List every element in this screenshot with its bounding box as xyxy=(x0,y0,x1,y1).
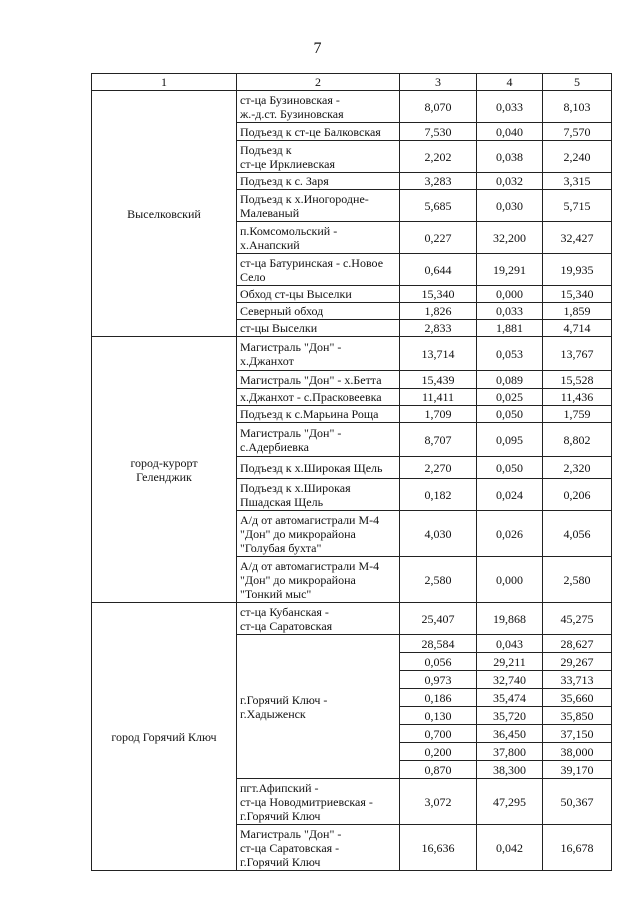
length-added: 0,050 xyxy=(477,457,543,479)
description-line: Магистраль "Дон" - х.Бетта xyxy=(240,372,382,387)
description-line: ст-це Ирклиевская xyxy=(240,156,335,171)
length-added: 0,040 xyxy=(477,123,543,141)
length-start: 15,439 xyxy=(400,371,477,389)
length-total: 37,150 xyxy=(543,725,612,743)
length-start: 8,070 xyxy=(400,91,477,123)
road-description xyxy=(237,141,400,173)
length-added: 0,038 xyxy=(477,141,543,173)
length-added: 32,200 xyxy=(477,222,543,254)
length-total: 13,767 xyxy=(543,337,612,371)
length-total: 19,935 xyxy=(543,254,612,286)
length-total: 2,240 xyxy=(543,141,612,173)
length-added: 0,043 xyxy=(477,635,543,653)
table-row xyxy=(92,337,612,371)
page-number: 7 xyxy=(313,40,322,57)
description-line: Подъезд к с. Заря xyxy=(240,174,329,188)
length-total: 1,759 xyxy=(543,406,612,423)
length-start: 25,407 xyxy=(400,603,477,635)
length-added: 0,033 xyxy=(477,91,543,123)
length-total: 7,570 xyxy=(543,123,612,141)
road-description xyxy=(237,511,400,557)
length-start: 0,227 xyxy=(400,222,477,254)
description-line: Пшадская Щель xyxy=(240,494,324,509)
length-added: 0,000 xyxy=(477,557,543,603)
length-total: 8,802 xyxy=(543,423,612,457)
road-description xyxy=(237,320,400,337)
header-cell: 3 xyxy=(400,74,477,91)
length-added: 0,032 xyxy=(477,173,543,190)
description-line: "Голубая бухта" xyxy=(240,540,322,555)
length-added: 0,024 xyxy=(477,479,543,511)
length-total: 11,436 xyxy=(543,389,612,406)
length-total: 50,367 xyxy=(543,779,612,825)
description-line: Село xyxy=(240,269,266,284)
length-added: 0,030 xyxy=(477,190,543,222)
description-line: Северный обход xyxy=(240,304,324,318)
length-total: 3,315 xyxy=(543,173,612,190)
length-total: 35,660 xyxy=(543,689,612,707)
description-line: г.Горячий Ключ xyxy=(240,854,321,869)
description-line: Подъезд к с.Марьина Роща xyxy=(240,407,379,421)
length-start: 0,182 xyxy=(400,479,477,511)
header-cell: 1 xyxy=(92,74,237,91)
length-added: 0,033 xyxy=(477,303,543,320)
length-start: 16,636 xyxy=(400,825,477,871)
length-added: 35,474 xyxy=(477,689,543,707)
description-line: Подъезд к xyxy=(240,142,292,157)
length-added: 47,295 xyxy=(477,779,543,825)
description-line: А/д от автомагистрали М-4 xyxy=(240,512,380,527)
district-name: город-курорт Геленджик xyxy=(92,337,237,603)
length-total: 2,580 xyxy=(543,557,612,603)
roads-table xyxy=(91,73,612,871)
header-row xyxy=(92,74,612,91)
table-row xyxy=(92,91,612,123)
length-added: 19,291 xyxy=(477,254,543,286)
table-row xyxy=(92,603,612,635)
description-line: ж.-д.ст. Бузиновская xyxy=(240,106,344,121)
description-line: х.Анапский xyxy=(240,237,300,252)
length-total: 4,056 xyxy=(543,511,612,557)
road-description xyxy=(237,779,400,825)
length-total: 15,340 xyxy=(543,286,612,303)
length-start: 15,340 xyxy=(400,286,477,303)
length-start: 2,580 xyxy=(400,557,477,603)
length-start: 11,411 xyxy=(400,389,477,406)
length-total: 32,427 xyxy=(543,222,612,254)
length-start: 3,283 xyxy=(400,173,477,190)
length-start: 1,709 xyxy=(400,406,477,423)
road-description xyxy=(237,557,400,603)
road-description xyxy=(237,406,400,423)
length-added: 0,053 xyxy=(477,337,543,371)
description-line: Подъезд к ст-це Балковская xyxy=(240,124,381,139)
road-description xyxy=(237,479,400,511)
description-line: ст-ца Бузиновская - xyxy=(240,92,340,107)
road-description xyxy=(237,91,400,123)
length-start: 28,584 xyxy=(400,635,477,653)
length-start: 1,826 xyxy=(400,303,477,320)
length-start: 0,130 xyxy=(400,707,477,725)
length-start: 8,707 xyxy=(400,423,477,457)
description-line: Обход ст-цы Выселки xyxy=(240,287,352,301)
road-description xyxy=(237,173,400,190)
length-start: 0,644 xyxy=(400,254,477,286)
description-line: Малеваный xyxy=(240,205,300,220)
length-start: 3,072 xyxy=(400,779,477,825)
description-line: х.Джанхот - с.Прасковеевка xyxy=(240,390,382,404)
length-start: 7,530 xyxy=(400,123,477,141)
road-description xyxy=(237,457,400,479)
road-description xyxy=(237,303,400,320)
length-added: 0,026 xyxy=(477,511,543,557)
length-total: 39,170 xyxy=(543,761,612,779)
length-added: 0,089 xyxy=(477,371,543,389)
length-added: 29,211 xyxy=(477,653,543,671)
length-added: 0,000 xyxy=(477,286,543,303)
length-added: 32,740 xyxy=(477,671,543,689)
description-line: Магистраль "Дон" - xyxy=(240,826,342,841)
length-start: 0,056 xyxy=(400,653,477,671)
length-added: 0,042 xyxy=(477,825,543,871)
length-added: 19,868 xyxy=(477,603,543,635)
description-line: Подъезд к х.Широкая xyxy=(240,480,351,495)
district-name: город Горячий Ключ xyxy=(92,603,237,871)
description-line: ст-ца Батуринская - с.Новое xyxy=(240,255,384,270)
road-description xyxy=(237,389,400,406)
length-start: 0,973 xyxy=(400,671,477,689)
length-total: 29,267 xyxy=(543,653,612,671)
length-total: 33,713 xyxy=(543,671,612,689)
description-line: п.Комсомольский - xyxy=(240,223,338,238)
length-added: 0,050 xyxy=(477,406,543,423)
road-description xyxy=(237,286,400,303)
description-line: г.Хадыженск xyxy=(240,706,306,721)
length-total: 1,859 xyxy=(543,303,612,320)
description-line: "Тонкий мыс" xyxy=(240,586,312,601)
length-total: 38,000 xyxy=(543,743,612,761)
length-total: 4,714 xyxy=(543,320,612,337)
length-total: 2,320 xyxy=(543,457,612,479)
header-cell: 4 xyxy=(477,74,543,91)
description-line: Магистраль "Дон" - xyxy=(240,339,342,354)
length-start: 4,030 xyxy=(400,511,477,557)
road-description xyxy=(237,825,400,871)
length-added: 35,720 xyxy=(477,707,543,725)
length-start: 0,700 xyxy=(400,725,477,743)
length-start: 2,270 xyxy=(400,457,477,479)
length-start: 13,714 xyxy=(400,337,477,371)
road-description xyxy=(237,123,400,141)
length-total: 8,103 xyxy=(543,91,612,123)
description-line: г.Горячий Ключ - xyxy=(240,692,328,707)
description-line: ст-ца Саратовская - xyxy=(240,840,340,855)
length-total: 0,206 xyxy=(543,479,612,511)
length-start: 5,685 xyxy=(400,190,477,222)
road-description xyxy=(237,254,400,286)
length-start: 2,202 xyxy=(400,141,477,173)
description-line: ст-цы Выселки xyxy=(240,321,318,335)
description-line: "Дон" до микрорайона xyxy=(240,572,356,587)
road-description xyxy=(237,635,400,779)
description-line: пгт.Афипский - xyxy=(240,780,319,795)
description-line: Магистраль "Дон" - xyxy=(240,425,342,440)
length-total: 16,678 xyxy=(543,825,612,871)
length-added: 0,095 xyxy=(477,423,543,457)
length-start: 0,200 xyxy=(400,743,477,761)
description-line: А/д от автомагистрали М-4 xyxy=(240,558,380,573)
description-line: Подъезд к х.Иногородне- xyxy=(240,191,369,206)
description-line: "Дон" до микрорайона xyxy=(240,526,356,541)
length-added: 37,800 xyxy=(477,743,543,761)
length-total: 5,715 xyxy=(543,190,612,222)
district-name: Выселковский xyxy=(92,91,237,337)
description-line: Подъезд к х.Широкая Щель xyxy=(240,460,383,475)
description-line: ст-ца Саратовская xyxy=(240,618,333,633)
header-cell: 2 xyxy=(237,74,400,91)
description-line: ст-ца Кубанская - xyxy=(240,604,329,619)
length-total: 28,627 xyxy=(543,635,612,653)
length-added: 36,450 xyxy=(477,725,543,743)
length-total: 35,850 xyxy=(543,707,612,725)
length-added: 0,025 xyxy=(477,389,543,406)
road-description xyxy=(237,423,400,457)
description-line: г.Горячий Ключ xyxy=(240,808,321,823)
length-start: 2,833 xyxy=(400,320,477,337)
header-cell: 5 xyxy=(543,74,612,91)
road-description xyxy=(237,222,400,254)
road-description xyxy=(237,190,400,222)
length-total: 15,528 xyxy=(543,371,612,389)
length-start: 0,186 xyxy=(400,689,477,707)
description-line: с.Адербиевка xyxy=(240,439,309,454)
road-description xyxy=(237,603,400,635)
road-description xyxy=(237,371,400,389)
road-description xyxy=(237,337,400,371)
description-line: х.Джанхот xyxy=(240,353,294,368)
length-added: 38,300 xyxy=(477,761,543,779)
length-total: 45,275 xyxy=(543,603,612,635)
length-start: 0,870 xyxy=(400,761,477,779)
length-added: 1,881 xyxy=(477,320,543,337)
description-line: ст-ца Новодмитриевская - xyxy=(240,794,373,809)
